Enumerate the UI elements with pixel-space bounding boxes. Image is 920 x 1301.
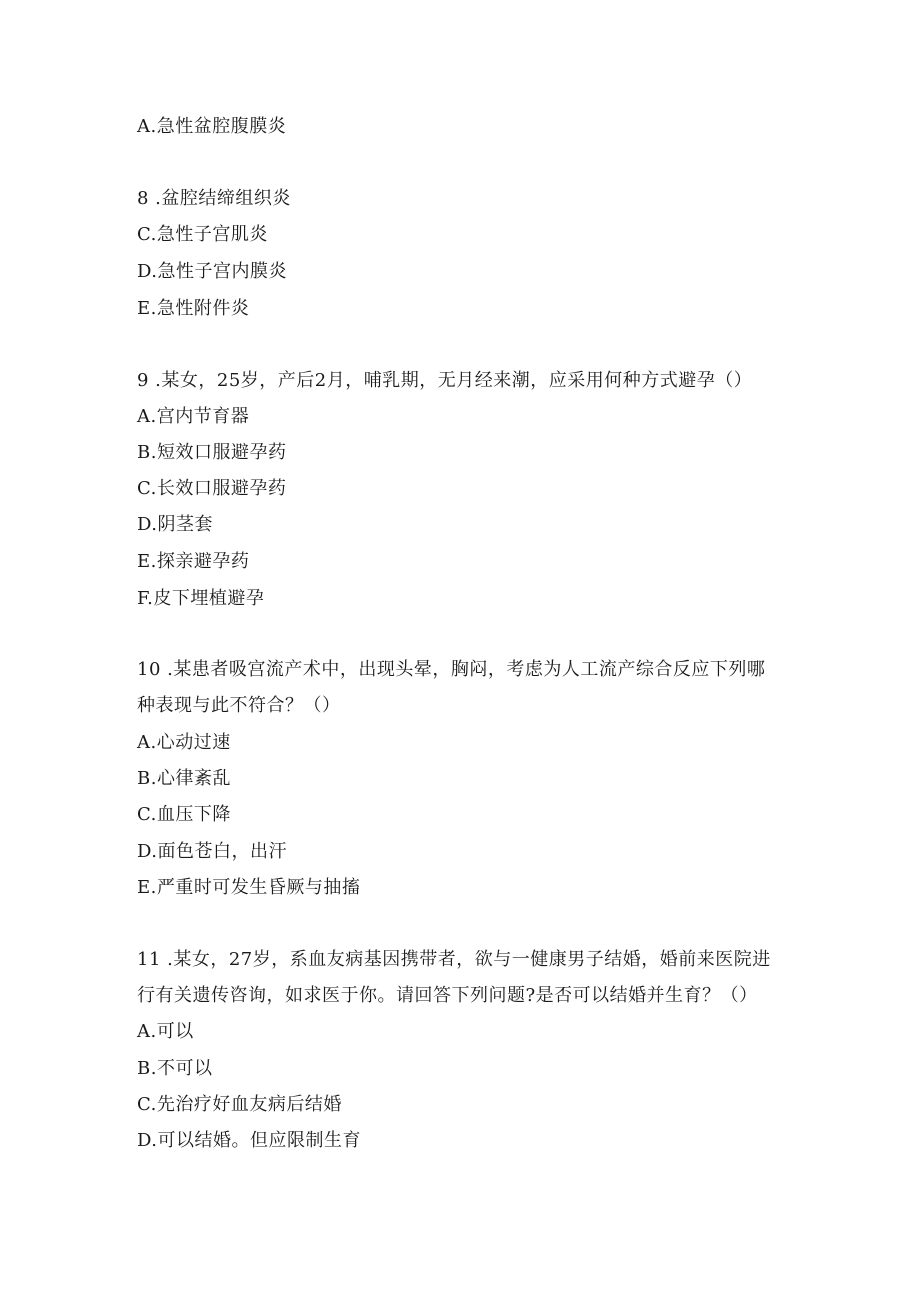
option-q7-a: A.急性盆腔腹膜炎 (137, 116, 287, 137)
option-q11-b: B.不可以 (137, 1058, 213, 1079)
option-q7-e: E.急性附件炎 (137, 298, 250, 319)
option-q9-a: A.宫内节育器 (137, 406, 250, 427)
question-10-stem-line2: 种表现与此不符合？（） (137, 695, 341, 716)
option-q10-c: C.血压下降 (137, 804, 231, 825)
option-q9-f: F.皮下埋植避孕 (137, 588, 265, 609)
question-11-stem-line2: 行有关遗传咨询，如求医于你。请回答下列问题?是否可以结婚并生育？（） (137, 985, 758, 1006)
option-q9-c: C.长效口服避孕药 (137, 478, 287, 499)
option-q11-c: C.先治疗好血友病后结婚 (137, 1094, 342, 1115)
question-11-stem-line1: 11 .某女，27岁，系血友病基因携带者，欲与一健康男子结婚，婚前来医院进 (137, 949, 771, 970)
option-q10-d: D.面色苍白，出汗 (137, 841, 288, 862)
option-q9-b: B.短效口服避孕药 (137, 442, 287, 463)
option-q11-d: D.可以结婚。但应限制生育 (137, 1130, 362, 1151)
option-q9-e: E.探亲避孕药 (137, 551, 250, 572)
option-q10-b: B.心律紊乱 (137, 768, 231, 789)
option-q11-a: A.可以 (137, 1021, 194, 1042)
question-9-stem: 9 .某女，25岁，产后2月，哺乳期，无月经来潮，应采用何种方式避孕（） (137, 370, 753, 391)
option-q7-c: C.急性子宫肌炎 (137, 224, 268, 245)
option-q7-b: 8 .盆腔结缔组织炎 (137, 188, 291, 209)
question-10-stem-line1: 10 .某患者吸宫流产术中，出现头晕，胸闷，考虑为人工流产综合反应下列哪 (137, 659, 766, 680)
option-q10-e: E.严重时可发生昏厥与抽搐 (137, 877, 361, 898)
option-q9-d: D.阴茎套 (137, 514, 214, 535)
option-q10-a: A.心动过速 (137, 732, 231, 753)
option-q7-d: D.急性子宫内膜炎 (137, 261, 288, 282)
